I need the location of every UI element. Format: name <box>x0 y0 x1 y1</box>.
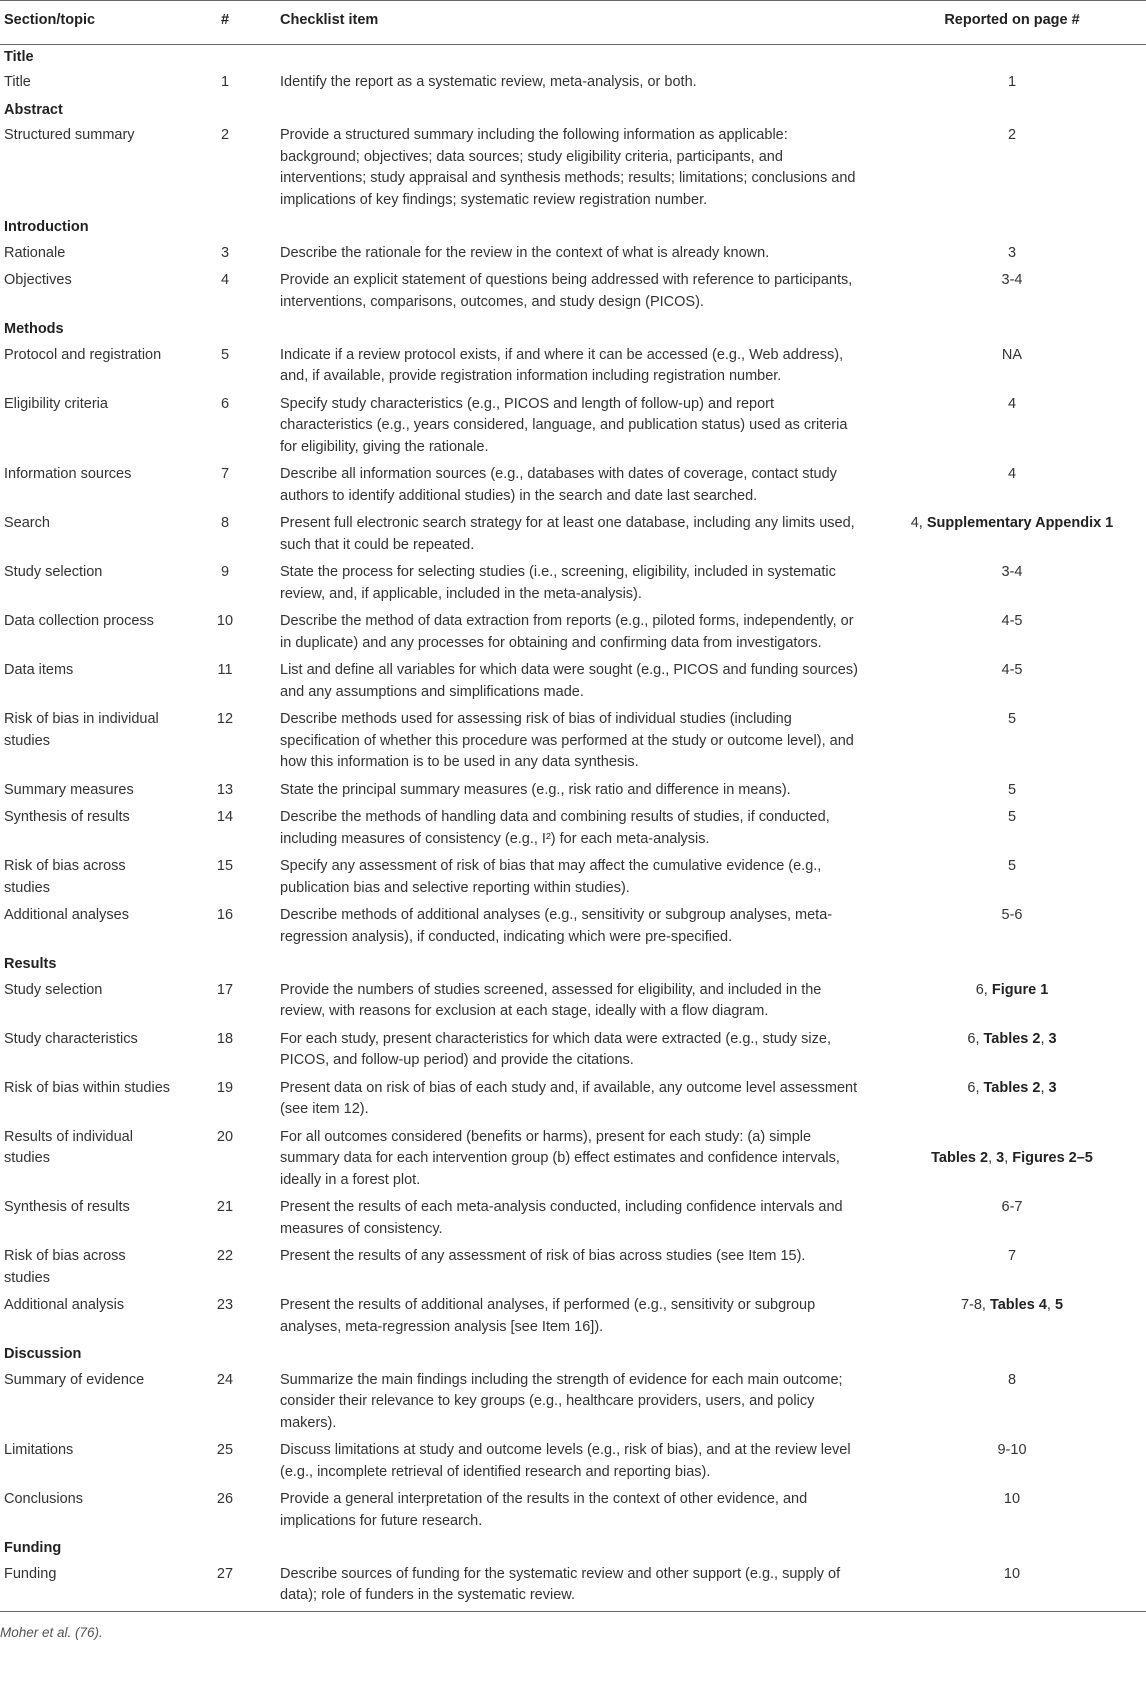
checklist-item-cell: State the process for selecting studies (i.e., screening, eligibility, included in systematic review, and, if applicable, included in the meta-analysis). <box>280 564 836 602</box>
section-topic-cell: Search <box>4 515 50 531</box>
item-number-cell: 22 <box>216 1248 234 1264</box>
table-row <box>0 658 1146 707</box>
section-topic-cell: Additional analyses <box>4 907 129 923</box>
page-reference-bold: Tables 2 <box>931 1150 989 1166</box>
checklist-item-cell: Discuss limitations at study and outcome levels (e.g., risk of bias), and at the review level (e.g., incomplete retrieval of identified research and reporting bias). <box>280 1442 851 1480</box>
reported-page-cell <box>878 978 1146 1027</box>
table-row <box>0 462 1146 511</box>
section-topic-cell: Eligibility criteria <box>4 395 108 412</box>
page-reference-text: , <box>1040 1079 1049 1096</box>
page-reference-text: 2 <box>1007 127 1017 143</box>
checklist-item-cell: Specify study characteristics (e.g., PICOS and length of follow-up) and report characteristics (e.g., years considered, language, and publication status) used as criteria for eligibility, giving the rationale. <box>280 395 848 455</box>
item-number-cell: 25 <box>216 1442 234 1458</box>
item-number-cell: 8 <box>220 515 230 531</box>
reported-page-cell <box>878 392 1146 463</box>
section-heading-row <box>0 952 1146 978</box>
page-reference-bold: Supplementary Appendix 1 <box>926 515 1114 531</box>
page-reference-bold: 3 <box>1048 1079 1057 1096</box>
header-reported-page: Reported on page # <box>944 12 1080 28</box>
table-row <box>0 560 1146 609</box>
reported-page-cell <box>878 462 1146 511</box>
checklist-item-cell: Describe all information sources (e.g., databases with dates of coverage, contact study authors to identify additional studies) in the search and date last searched. <box>280 466 837 504</box>
section-heading-row <box>0 44 1146 70</box>
page-reference-text: , <box>1004 1150 1013 1166</box>
reported-page-cell <box>878 70 1146 98</box>
header-number: # <box>220 12 230 28</box>
page-reference-text: 1 <box>1007 74 1017 90</box>
table-row <box>0 1562 1146 1612</box>
page-reference-text: , <box>1040 1030 1049 1047</box>
page-reference-text: , <box>1046 1297 1055 1313</box>
table-row <box>0 1244 1146 1293</box>
item-number-cell: 16 <box>216 907 234 923</box>
section-topic-cell: Risk of bias in individual studies <box>4 711 159 749</box>
item-number-cell: 21 <box>216 1199 234 1215</box>
checklist-item-cell: For all outcomes considered (benefits or harms), present for each study: (a) simple summary data for each intervention group (b) effect estimates and confidence intervals, ideally in a forest plot. <box>280 1128 840 1188</box>
reported-page-cell <box>878 1293 1146 1342</box>
section-topic-cell: Summary measures <box>4 781 134 798</box>
footnote: Moher et al. (76). <box>0 1624 103 1640</box>
reported-page-cell <box>878 707 1146 778</box>
item-number-cell: 12 <box>216 711 234 727</box>
checklist-item-cell: Indicate if a review protocol exists, if and where it can be accessed (e.g., Web address), and, if available, provide registration information including registration number. <box>280 346 844 384</box>
table-footer <box>0 1611 1146 1643</box>
item-number-cell: 19 <box>216 1079 234 1096</box>
section-heading-row <box>0 1342 1146 1368</box>
section-topic-cell: Study characteristics <box>4 1030 138 1047</box>
page-reference-text: 5 <box>1007 781 1017 798</box>
table-row <box>0 1195 1146 1244</box>
reported-page-cell <box>878 805 1146 854</box>
page-reference-text: 3 <box>1007 244 1017 261</box>
table-row <box>0 70 1146 98</box>
page-reference-text: 5 <box>1007 858 1017 874</box>
section-topic-cell: Risk of bias across studies <box>4 858 126 896</box>
reported-page-cell <box>878 1027 1146 1076</box>
table-row <box>0 123 1146 215</box>
section-topic-cell: Rationale <box>4 244 66 261</box>
reported-page-cell <box>878 511 1146 560</box>
section-topic-cell: Conclusions <box>4 1491 83 1507</box>
page-reference-text: 4-5 <box>1001 662 1023 678</box>
page-reference-bold: 5 <box>1054 1297 1064 1313</box>
item-number-cell: 27 <box>216 1565 234 1582</box>
item-number-cell: 17 <box>216 981 234 998</box>
page-reference-text: 5 <box>1007 711 1017 727</box>
checklist-item-cell: Summarize the main findings including the strength of evidence for each main outcome; consider their relevance to key groups (e.g., healthcare providers, users, and policy makers). <box>280 1371 843 1431</box>
section-topic-cell: Results of individual studies <box>4 1128 133 1166</box>
reported-page-cell <box>878 1244 1146 1293</box>
item-number-cell: 20 <box>216 1128 234 1145</box>
table-row <box>0 903 1146 952</box>
reported-page-cell <box>878 854 1146 903</box>
checklist-item-cell: Describe methods of additional analyses (e.g., sensitivity or subgroup analyses, meta-regression analysis), if conducted, indicating which were pre-specified. <box>280 907 833 945</box>
section-topic-cell: Protocol and registration <box>4 346 162 363</box>
section-topic-cell: Funding <box>4 1565 57 1582</box>
page-reference-text: 3-4 <box>1001 272 1023 288</box>
section-topic-cell: Study selection <box>4 981 103 998</box>
item-number-cell: 9 <box>220 564 230 580</box>
table-row <box>0 511 1146 560</box>
item-number-cell: 10 <box>216 613 234 629</box>
table-row <box>0 805 1146 854</box>
checklist-item-cell: Provide a general interpretation of the results in the context of other evidence, and implications for future research. <box>280 1491 808 1529</box>
section-topic-cell: Objectives <box>4 272 72 288</box>
table-body <box>0 44 1146 1611</box>
section-topic-cell: Title <box>4 74 31 90</box>
reported-page-cell <box>878 1125 1146 1196</box>
page-reference-bold: 3 <box>1048 1030 1057 1047</box>
page-reference-text: 3-4 <box>1001 564 1023 580</box>
page-reference-text: 9-10 <box>997 1442 1027 1458</box>
checklist-item-cell: Identify the report as a systematic review, meta-analysis, or both. <box>280 74 697 90</box>
page-reference-bold: 3 <box>996 1150 1005 1166</box>
page-reference-text: 4, <box>910 515 927 531</box>
table-row <box>0 1438 1146 1487</box>
section-heading-row <box>0 98 1146 124</box>
reported-page-cell <box>878 778 1146 806</box>
table-row <box>0 978 1146 1027</box>
reported-page-cell <box>878 658 1146 707</box>
section-topic-cell: Synthesis of results <box>4 809 130 825</box>
page-reference-text: 6, <box>967 1030 984 1047</box>
checklist-item-cell: Present the results of each meta-analysis conducted, including confidence intervals and measures of consistency. <box>280 1199 843 1237</box>
checklist-item-cell: For each study, present characteristics for which data were extracted (e.g., study size, PICOS, and follow-up period) and provide the citations. <box>280 1030 831 1068</box>
reported-page-cell <box>878 1195 1146 1244</box>
checklist-item-cell: List and define all variables for which data were sought (e.g., PICOS and funding sources) and any assumptions and simplifications made. <box>280 662 858 700</box>
table-row <box>0 241 1146 269</box>
item-number-cell: 2 <box>220 127 230 143</box>
item-number-cell: 11 <box>217 662 233 678</box>
section-topic-cell: Information sources <box>4 466 132 482</box>
item-number-cell: 13 <box>216 781 234 798</box>
checklist-item-cell: Provide a structured summary including the following information as applicable: background; objectives; data sources; study eligibility criteria, participants, and interventions; study appraisal and synthesis methods; results; limitations; conclusions and implications of key findings; systematic review registration number. <box>280 127 856 208</box>
section-title: Introduction <box>4 219 89 235</box>
table-row <box>0 1027 1146 1076</box>
page-reference-bold: Figure 1 <box>991 981 1049 998</box>
table-row <box>0 778 1146 806</box>
table-row <box>0 609 1146 658</box>
reported-page-cell <box>878 343 1146 392</box>
header-section-topic: Section/topic <box>4 12 96 28</box>
table-row <box>0 343 1146 392</box>
table-row <box>0 392 1146 463</box>
table-row <box>0 1076 1146 1125</box>
page-reference-text: 5-6 <box>1001 907 1023 923</box>
section-heading-row <box>0 1536 1146 1562</box>
page-reference-text: NA <box>1001 346 1023 363</box>
section-title: Abstract <box>4 101 63 118</box>
reported-page-cell <box>878 1368 1146 1439</box>
page-reference-bold: Tables 4 <box>989 1297 1047 1313</box>
item-number-cell: 4 <box>220 272 230 288</box>
checklist-item-cell: State the principal summary measures (e.g., risk ratio and difference in means). <box>280 781 791 798</box>
item-number-cell: 14 <box>216 809 234 825</box>
item-number-cell: 24 <box>216 1371 234 1388</box>
checklist-item-cell: Present full electronic search strategy for at least one database, including any limits used, such that it could be repeated. <box>280 515 855 553</box>
table-row <box>0 707 1146 778</box>
table-row <box>0 1487 1146 1536</box>
table-header <box>0 1 1146 45</box>
section-topic-cell: Summary of evidence <box>4 1371 145 1388</box>
item-number-cell: 23 <box>216 1297 234 1313</box>
reported-page-cell <box>878 1438 1146 1487</box>
page-reference-text: 10 <box>1003 1565 1021 1582</box>
section-title: Discussion <box>4 1346 82 1362</box>
checklist-item-cell: Present the results of additional analyses, if performed (e.g., sensitivity or subgroup analyses, meta-regression analysis [see Item 16]). <box>280 1297 816 1335</box>
section-topic-cell: Risk of bias within studies <box>4 1079 171 1096</box>
page-reference-text: 7 <box>1007 1248 1017 1264</box>
page-reference-bold: Figures 2–5 <box>1012 1150 1093 1166</box>
checklist-item-cell: Describe sources of funding for the systematic review and other support (e.g., supply of data); role of funders in the systematic review. <box>280 1565 841 1603</box>
page-reference-text: , <box>988 1150 997 1166</box>
checklist-item-cell: Describe the rationale for the review in the context of what is already known. <box>280 244 770 261</box>
reported-page-cell <box>878 609 1146 658</box>
section-topic-cell: Risk of bias across studies <box>4 1248 126 1286</box>
table-row <box>0 1293 1146 1342</box>
section-topic-cell: Data items <box>4 662 74 678</box>
section-topic-cell: Structured summary <box>4 127 135 143</box>
section-title: Funding <box>4 1540 62 1556</box>
checklist-item-cell: Describe methods used for assessing risk of bias of individual studies (including specification of whether this procedure was performed at the study or outcome level), and how this information is to be used in any data synthesis. <box>280 711 854 770</box>
reported-page-cell <box>878 241 1146 269</box>
section-topic-cell: Synthesis of results <box>4 1199 130 1215</box>
page-reference-text: 6, <box>967 1079 984 1096</box>
table-row <box>0 854 1146 903</box>
item-number-cell: 3 <box>220 244 230 261</box>
reported-page-cell <box>878 903 1146 952</box>
page-reference-text: 10 <box>1003 1491 1021 1507</box>
section-topic-cell: Additional analysis <box>4 1297 125 1313</box>
page-reference-text: 4-5 <box>1001 613 1023 629</box>
checklist-item-cell: Present data on risk of bias of each study and, if available, any outcome level assessment (see item 12). <box>280 1079 858 1117</box>
page-reference-text: 6, <box>975 981 992 998</box>
checklist-item-cell: Describe the method of data extraction from reports (e.g., piloted forms, independently, or in duplicate) and any processes for obtaining and confirming data from investigators. <box>280 613 854 651</box>
table-row <box>0 1368 1146 1439</box>
checklist-item-cell: Provide the numbers of studies screened, assessed for eligibility, and included in the review, with reasons for exclusion at each stage, ideally with a flow diagram. <box>280 981 822 1019</box>
page-reference-text: 4 <box>1007 395 1017 412</box>
table-row <box>0 268 1146 317</box>
reported-page-cell <box>878 268 1146 317</box>
section-topic-cell: Data collection process <box>4 613 154 629</box>
section-title: Title <box>4 48 34 65</box>
section-title: Results <box>4 956 57 972</box>
table-row <box>0 1125 1146 1196</box>
item-number-cell: 7 <box>220 466 230 482</box>
header-checklist-item: Checklist item <box>280 12 379 28</box>
section-heading-row <box>0 317 1146 343</box>
page-reference-text: 7-8, <box>960 1297 990 1313</box>
reported-page-cell <box>878 1562 1146 1612</box>
page-reference-text: 8 <box>1007 1371 1017 1388</box>
page-reference-bold: Tables 2 <box>983 1079 1041 1096</box>
section-topic-cell: Limitations <box>4 1442 74 1458</box>
page-reference-bold: Tables 2 <box>983 1030 1041 1047</box>
reported-page-cell <box>878 560 1146 609</box>
item-number-cell: 26 <box>216 1491 234 1507</box>
checklist-item-cell: Provide an explicit statement of questions being addressed with reference to participants, interventions, comparisons, outcomes, and study design (PICOS). <box>280 272 853 310</box>
page-reference-text: 4 <box>1007 466 1017 482</box>
section-heading-row <box>0 215 1146 241</box>
item-number-cell: 1 <box>220 74 230 90</box>
reported-page-cell <box>878 123 1146 215</box>
checklist-item-cell: Present the results of any assessment of risk of bias across studies (see Item 15). <box>280 1248 806 1264</box>
section-topic-cell: Study selection <box>4 564 103 580</box>
item-number-cell: 18 <box>216 1030 234 1047</box>
section-title: Methods <box>4 321 64 337</box>
checklist-item-cell: Describe the methods of handling data and combining results of studies, if conducted, including measures of consistency (e.g., I²) for each meta-analysis. <box>280 809 830 847</box>
item-number-cell: 5 <box>220 346 230 363</box>
page-reference-text: 5 <box>1007 809 1017 825</box>
page-reference-text: 6-7 <box>1001 1199 1023 1215</box>
checklist-item-cell: Specify any assessment of risk of bias that may affect the cumulative evidence (e.g., publication bias and selective reporting within studies). <box>280 858 822 896</box>
item-number-cell: 6 <box>220 395 230 412</box>
reported-page-cell <box>878 1076 1146 1125</box>
reported-page-cell <box>878 1487 1146 1536</box>
item-number-cell: 15 <box>216 858 234 874</box>
